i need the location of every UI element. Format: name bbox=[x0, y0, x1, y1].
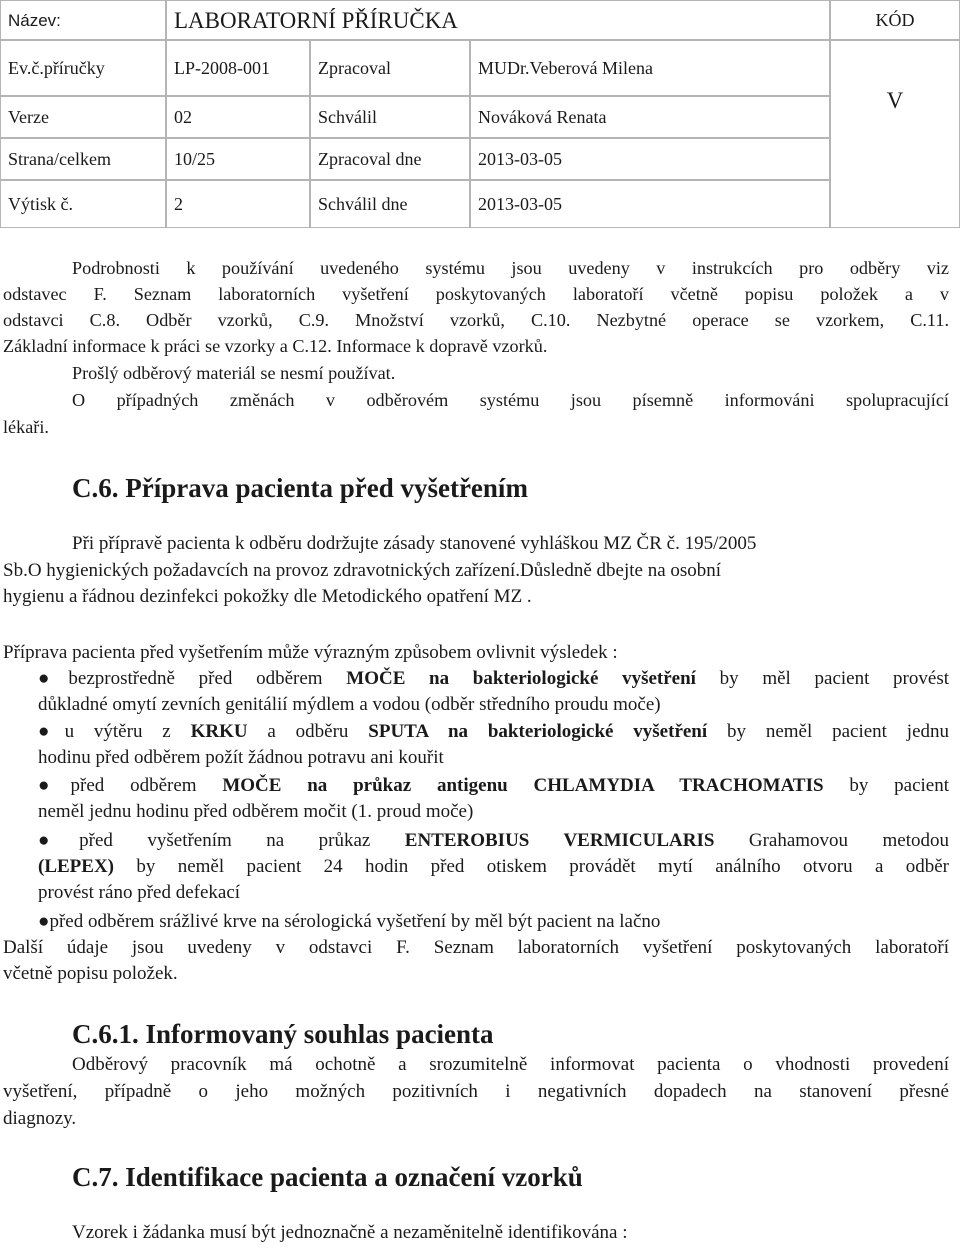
intro-line-3: odstavci C.8. Odběr vzorků, C.9. Množství vzorků, C.10. Nezbytné operace se vzorkem, C.11. bbox=[3, 310, 949, 330]
section-heading-c7 bbox=[72, 1164, 583, 1191]
header-value-zpracoval-dne: 2013-03-05 bbox=[470, 138, 830, 180]
document-title: LABORATORNÍ PŘÍRUČKA bbox=[166, 0, 830, 40]
c6-para1-line-1: Při přípravě pacienta k odběru dodržujte zásady stanovené vyhláškou MZ ČR č. 195/2005 bbox=[72, 533, 757, 554]
c61-line-3: diagnozy. bbox=[3, 1108, 77, 1129]
bullet-3-line-2: neměl jednu hodinu před odběrem močit (1. proud moče) bbox=[38, 801, 474, 822]
header-label-zpracoval-dne: Zpracoval dne bbox=[310, 138, 470, 180]
header-label-nazev: Název: bbox=[0, 0, 166, 40]
c6-para1-line-2: Sb.O hygienických požadavcích na provoz zdravotnických zařízení.Důsledně dbejte na osobní bbox=[3, 560, 722, 581]
header-label-kod: KÓD bbox=[830, 0, 960, 40]
document-header-table bbox=[0, 0, 960, 228]
header-value-evc: LP-2008-001 bbox=[166, 40, 310, 96]
header-label-zpracoval: Zpracoval bbox=[310, 40, 470, 96]
bullet-4-line-3: provést ráno před defekací bbox=[38, 882, 241, 903]
header-value-schvalil: Nováková Renata bbox=[470, 96, 830, 138]
c6-more-line-1: Další údaje jsou uvedeny v odstavci F. Seznam laboratorních vyšetření poskytovaných laboratoří bbox=[3, 937, 949, 958]
header-label-verze: Verze bbox=[0, 96, 166, 138]
intro-line-6: O případných změnách v odběrovém systému jsou písemně informováni spolupracující bbox=[72, 390, 949, 410]
header-label-schvalil: Schválil bbox=[310, 96, 470, 138]
bullet-2-line-2: hodinu před odběrem požít žádnou potravu ani kouřit bbox=[38, 747, 444, 768]
bullet-5: ●před odběrem srážlivé krve na sérologická vyšetření by měl být pacient na lačno bbox=[38, 911, 661, 932]
header-value-verze: 02 bbox=[166, 96, 310, 138]
c6-lead: Příprava pacienta před vyšetřením může výrazným způsobem ovlivnit výsledek : bbox=[3, 642, 618, 663]
bullet-3-line-1: ●před odběrem MOČE na průkaz antigenu CHLAMYDIA TRACHOMATIS by pacient bbox=[38, 775, 950, 796]
header-label-vytisk: Výtisk č. bbox=[0, 180, 166, 228]
section-number-c61: C.6.1. bbox=[72, 1019, 139, 1049]
section-title-c61: Informovaný souhlas pacienta bbox=[145, 1019, 494, 1049]
c6-more-line-2: včetně popisu položek. bbox=[3, 963, 178, 984]
header-value-zpracoval: MUDr.Veberová Milena bbox=[470, 40, 830, 96]
header-value-schvalil-dne: 2013-03-05 bbox=[470, 180, 830, 228]
header-label-strana: Strana/celkem bbox=[0, 138, 166, 180]
bullet-1-line-2: důkladné omytí zevních genitálií mýdlem a vodou (odběr středního proudu moče) bbox=[38, 694, 661, 715]
intro-line-4: Základní informace k práci se vzorky a C.12. Informace k dopravě vzorků. bbox=[3, 336, 548, 356]
c7-line-1: Vzorek i žádanka musí být jednoznačně a nezaměnitelně identifikována : bbox=[72, 1222, 628, 1243]
header-label-evc: Ev.č.příručky bbox=[0, 40, 166, 96]
header-kod-value: V bbox=[830, 40, 960, 228]
c6-para1-line-3: hygienu a řádnou dezinfekci pokožky dle Metodického opatření MZ . bbox=[3, 586, 532, 607]
header-value-vytisk: 2 bbox=[166, 180, 310, 228]
bullet-4-line-1: ●před vyšetřením na průkaz ENTEROBIUS VERMICULARIS Grahamovou metodou bbox=[38, 830, 949, 851]
header-value-strana: 10/25 bbox=[166, 138, 310, 180]
c61-line-2: vyšetření, případně o jeho možných pozitivních i negativních dopadech na stanovení přesné bbox=[3, 1081, 949, 1102]
section-heading-c61 bbox=[72, 1021, 494, 1048]
intro-line-1: Podrobnosti k používání uvedeného systému jsou uvedeny v instrukcích pro odběry viz bbox=[72, 258, 949, 278]
header-label-schvalil-dne: Schválil dne bbox=[310, 180, 470, 228]
intro-line-2: odstavec F. Seznam laboratorních vyšetření poskytovaných laboratoří včetně popisu položek a v bbox=[3, 284, 949, 304]
section-number-c6: C.6. bbox=[72, 473, 119, 503]
intro-line-5: Prošlý odběrový materiál se nesmí používat. bbox=[72, 363, 396, 383]
section-heading-c6 bbox=[72, 475, 528, 502]
bullet-2-line-1: ●u výtěru z KRKU a odběru SPUTA na bakteriologické vyšetření by neměl pacient jednu bbox=[38, 721, 950, 742]
c61-line-1: Odběrový pracovník má ochotně a srozumitelně informovat pacienta o vhodnosti provedení bbox=[72, 1054, 949, 1075]
section-title-c6: Příprava pacienta před vyšetřením bbox=[125, 473, 528, 503]
section-number-c7: C.7. bbox=[72, 1162, 119, 1192]
bullet-1-line-1: ●bezprostředně před odběrem MOČE na bakteriologické vyšetření by měl pacient provést bbox=[38, 668, 949, 689]
section-title-c7: Identifikace pacienta a označení vzorků bbox=[125, 1162, 583, 1192]
bullet-4-line-2: (LEPEX) by neměl pacient 24 hodin před otiskem provádět mytí análního otvoru a odběr bbox=[38, 856, 949, 877]
intro-line-7: lékaři. bbox=[3, 417, 49, 437]
